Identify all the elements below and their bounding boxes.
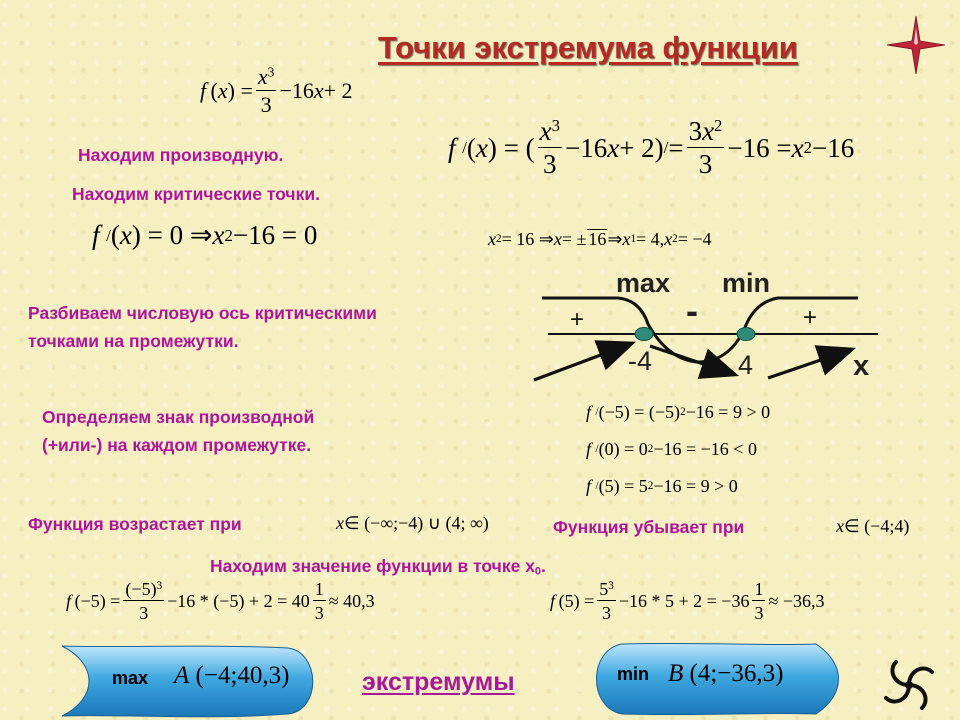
- max-label: max: [616, 268, 671, 298]
- function-definition: f ( x ) = $\frac{x^3}{3}$ −16 x + 2: [200, 64, 353, 117]
- min-badge-label: min: [617, 664, 650, 684]
- step-sign-text-2: (+или-) на каждом промежутке.: [42, 435, 312, 455]
- max-point: A (−4;40,3): [174, 662, 290, 689]
- value-at-minus-4: f (−5) = $\frac{(-5)^3}{3}$ −16 * (−5) + 2 = 40 $\frac{1}{3}$ ≈ 40,3: [66, 579, 375, 623]
- critical-point-left: [635, 328, 653, 341]
- critical-point-right: [737, 328, 755, 341]
- step-split-text-1: Разбиваем числовую ось критическими: [28, 303, 377, 323]
- step-sign-text-1: Определяем знак производной: [42, 407, 315, 427]
- sign-check-2: f / (0) = 0 2 −16 = −16 < 0: [586, 439, 757, 459]
- sign-check-1: f / (−5) = (−5) 2 −16 = 9 > 0: [586, 402, 771, 422]
- spiral-icon: [880, 656, 938, 714]
- critical-solution: x 2 = 16 ⇒ x = ± 16 ⇒ x 1 = 4, x 2 = −4: [488, 228, 712, 249]
- sign-check-3: f / (5) = 5 2 −16 = 9 > 0: [586, 476, 738, 496]
- step-value-text: Находим значение функции в точке $x_0$.: [210, 556, 546, 578]
- step-derivative-text: Находим производную.: [78, 145, 284, 165]
- increase-interval: x ∈ (−∞;−4) ∪ (4; ∞): [336, 513, 489, 533]
- critical-equation: f / ( x ) = 0 ⇒ x 2 −16 = 0: [92, 220, 318, 250]
- decrease-interval: x ∈ (−4;4): [836, 516, 910, 536]
- increase-arrow-left: [534, 344, 630, 380]
- step-critical-text: Находим критические точки.: [72, 184, 320, 204]
- page-title: Точки экстремума функции: [378, 30, 798, 65]
- increase-arrow-right: [768, 350, 850, 378]
- sign-right: +: [803, 304, 818, 331]
- sign-left: +: [570, 306, 585, 333]
- increase-text: Функция возрастает при: [28, 514, 242, 534]
- step-split-text-2: точками на промежутки.: [28, 331, 239, 351]
- min-point: B (4;−36,3): [668, 660, 784, 687]
- axis-variable: x: [853, 350, 870, 382]
- extrema-word: экстремумы: [362, 668, 515, 696]
- point-label-left: -4: [628, 346, 653, 376]
- point-label-right: 4: [738, 350, 754, 380]
- value-at-4: f (5) = $\frac{5^3}{3}$ −16 * 5 + 2 = −36 $\frac{1}{3}$ ≈ −36,3: [550, 579, 825, 623]
- derivative-formula: f / ( x ) = ( $\frac{x^3}{3}$ −16 x + 2) / = $\frac{3x^2}{3}$ −16 = x 2 −16: [448, 115, 855, 179]
- max-badge-label: max: [112, 668, 149, 688]
- min-label: min: [722, 268, 771, 298]
- decrease-text: Функция убывает при: [553, 517, 745, 537]
- compass-star-icon: [885, 14, 947, 76]
- sign-middle: -: [686, 290, 698, 331]
- decrease-arrow: [650, 346, 733, 374]
